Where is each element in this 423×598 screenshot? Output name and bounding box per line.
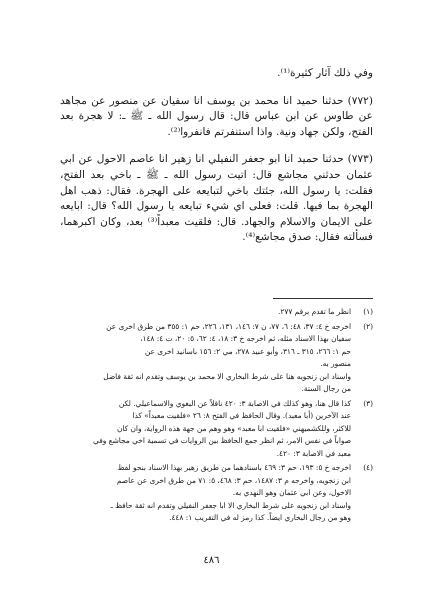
footnote-line: من رجال الستة.: [301, 384, 351, 393]
footnote-text: [60, 321, 351, 396]
hadith-773: (٧٧٣) حدثنا حميد انا ابو جعفر النفيلي انا زهير انا عاصم الاحول عن ابي عثمان حدثني مجاشع قال: اتيت رسول الله ـ ﷺ ـ باخي بعد الفتح، فقلت: يا رسول الله، جئتك باخي لتبايعه على الهجرة. فقال: ذهب اهل الهجرة بما فيها. قلت: فعلى اي شيء تبايعه يا رسول الله؟ قال: ابايعه على الايمان والاسلام والجهاد. قال: فلقيت معبداً⁽³⁾ بعد، وكان اكبرهما، فسألته فقال: صدق مجاشع⁽⁴⁾.: [60, 153, 373, 244]
footnote-line: الاحول، وعن ابي عثمان وهو النهدي به.: [232, 488, 351, 497]
footnote-line: انظر ما تقدم برقم ٢٧٧.: [278, 307, 351, 316]
footnote: [60, 306, 373, 319]
footnote: [60, 462, 373, 525]
footnote-text: [60, 462, 351, 525]
footnote: [60, 321, 373, 396]
footnote-number: (٣): [363, 398, 373, 408]
footnote-number: (١): [363, 307, 373, 316]
intro-line: وفي ذلك آثار كثيرة⁽¹⁾.: [277, 67, 373, 79]
footnote-line: منصور به.: [320, 359, 351, 368]
footnote-line: وهو من رجال البخاري ايضاً. كذا رمز له في التقريب ١: ٤٤٨.: [169, 513, 351, 522]
footnote-line: عند الآخرين (أبا معبد). وقال الحافظ في الفتح ٨: ٢٦ «فلقيت معبداً» كذا: [132, 411, 351, 420]
footnote-line: صواباً في نفس الامر، ثم انظر جمع الحافظ بين الروايات في تسمية اخي مجاشع وفي: [93, 436, 351, 445]
footnote-number: (٢): [363, 321, 373, 331]
main-text: [60, 66, 373, 246]
footnote-line: اخرجه خ ٤: ٣٧، ٤٨: ٦، ٧٧، ن ٧: ١٤٦، ١٣١، ٢٢٦، حم ١: ٣٥٥ من طرق اخرى عن: [106, 321, 351, 331]
hadith-772: (٧٧٢) حدثنا حميد انا محمد بن يوسف انا سفيان عن منصور عن مجاهد عن طاوس عن ابن عباس قال: قال رسول الله ـ ﷺ ـ: لا هجرة بعد الفتح، ولكن جهاد ونية. واذا استنفرتم فانفروا⁽²⁾.: [60, 94, 373, 138]
footnote-line: واسناد ابن زنجويه هنا على شرط البخاري الا محمد بن يوسف وتقدم انه ثقة فاضل: [103, 371, 351, 381]
footnote-line: كذا قال هنا، وهو كذلك في الاصابة ٣: ٤٢٠ ناقلاً عن البغوي والاسماعيلي. لكن: [118, 398, 351, 408]
footnote-line: اخرجه خ ٥: ١٩٣، حم ٣: ٤٦٩ باسنادهما من طريق زهير بهذا الاسناد بنحو لفظ: [117, 463, 351, 472]
footnote-number: (٤): [363, 463, 373, 472]
footnote-line: ابن زنجويه، واخرجه م ٣: ١٤٨٧، حم ٣: ٤٦٨، ٥: ٧١ من طرق اخرى عن عاصم: [116, 475, 351, 485]
footnote-line: واسناد ابن زنجويه على شرط البخاري الا ابا جعفر النفيلي وتقدم انه ثقة حافظ ـ: [110, 500, 351, 510]
footnote-line: سفيان بهذا الاسناد مثله، ثم اخرجه خ ٣: ١٨، ٤: ٦٢، ٥: ٢٠، ت ٤: ١٤٨،: [140, 334, 351, 343]
footnote-line: حم ١: ٢٦٦، ٣١٥ ـ ٣١٦، وأبو عبيد ٢٧٨، مي ٢: ١٥٦ باسانيد اخرى عن: [144, 346, 351, 356]
footnote-line: للاكثر، وللكشميهني «فلقيت ابا معبد» وهو وهم من جهة هذه الرواية، وان كان: [116, 423, 351, 433]
page-number: ٤٨٦: [203, 555, 220, 566]
footnote-line: معبد في الاصابة ٣: ٤٢٠.: [276, 448, 351, 458]
footnotes: [60, 306, 373, 527]
footnote-separator: [273, 298, 373, 299]
footnote-text: [60, 398, 351, 461]
footnote: [60, 398, 373, 461]
footnote-text: [60, 306, 351, 319]
